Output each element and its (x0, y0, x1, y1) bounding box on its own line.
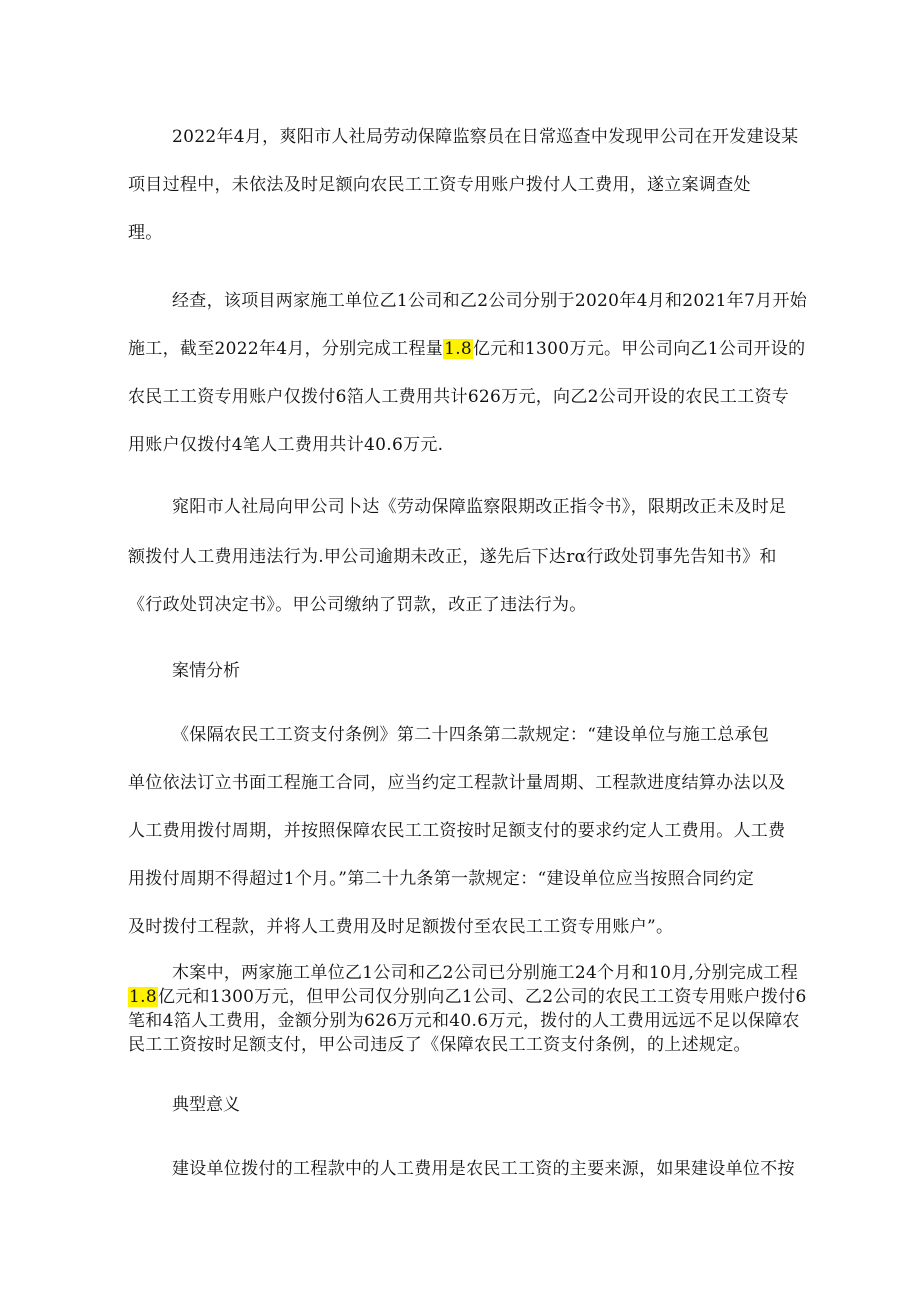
paragraph-2-line-3: 农民工工资专用账户仅拨付6箔人工费用共计626万元，向乙2公司开设的农民工工资专 (128, 387, 790, 407)
paragraph-5-line-3: 笔和4箔人工费用，金额分别为626万元和40.6万元，拨付的人工费用远远不足以保障农 (128, 1011, 800, 1031)
paragraph-4-line-1: 《保隔农民工工资支付条例》第二十四条第二款规定：“建设单位与施工总承包 (172, 725, 770, 745)
paragraph-3-line-2: 额拨付人工费用违法行为.甲公司逾期未改正，遂先后下达rα行政处罚事先告知书》和 (128, 547, 777, 567)
paragraph-6-line-1: 建设单位拨付的工程款中的人工费用是农民工工资的主要来源，如果建设单位不按 (172, 1159, 795, 1179)
paragraph-1-line-1: 2022年4月，爽阳市人社局劳动保障监察员在日常巡查中发现甲公司在开发建设某 (172, 127, 799, 147)
section-heading-typical-significance: 典型意义 (172, 1095, 240, 1115)
paragraph-4-line-5: 及时拨付工程款，并将人工费用及时足额拨付至农民工工资专用账户”。 (128, 917, 674, 937)
paragraph-4-line-2: 单位依法订立书面工程施工合同，应当约定工程款计量周期、工程款进度结算办法以及 (128, 773, 786, 793)
paragraph-5-line-4: 民工工资按时足额支付，甲公司违反了《保障农民工工资支付条例，的上述规定。 (128, 1035, 751, 1055)
section-heading-case-analysis: 案情分析 (172, 661, 240, 681)
paragraph-1-line-2: 项目过程中，未依法及时足额向农民工工资专用账户拨付人工费用，遂立案调查处 (128, 175, 751, 195)
highlighted-amount: 1.8 (444, 339, 473, 359)
paragraph-2-line-2-a: 施工，截至2022年4月，分别完成工程量 (128, 339, 444, 359)
paragraph-4-line-3: 人工费用拨付周期，并按照保障农民工工资按时足额支付的要求约定人工费用。人工费 (128, 821, 786, 841)
paragraph-2-line-1: 经查，该项目两家施工单位乙1公司和乙2公司分别于2020年4月和2021年7月开始 (172, 291, 808, 311)
paragraph-2-line-2 (128, 338, 805, 360)
paragraph-4-line-4: 用拨付周期不得超过1个月。”第二十九条第一款规定：“建设单位应当按照合同约定 (128, 869, 755, 889)
paragraph-5-line-2-b: 亿元和1300万元，但甲公司仅分别向乙1公司、乙2公司的农民工工资专用账户拨付6 (157, 987, 807, 1007)
paragraph-5-line-1: 木案中，两家施工单位乙1公司和乙2公司已分别施工24个月和10月,分别完成工程 (172, 963, 798, 983)
highlighted-amount-2: 1.8 (129, 987, 157, 1007)
paragraph-2-line-4: 用账户仅拨付4笔人工费用共计40.6万元. (128, 435, 444, 455)
paragraph-5-line-2 (128, 986, 807, 1008)
paragraph-3-line-1: 窕阳市人社局向甲公司卜达《劳动保障监察限期改正指令书》，限期改正未及时足 (172, 497, 787, 517)
paragraph-3-line-3: 《行政处罚决定书》。甲公司缴纳了罚款，改正了违法行为。 (128, 595, 587, 615)
paragraph-2-line-2-b: 亿元和1300万元。甲公司向乙1公司开设的 (473, 339, 806, 359)
paragraph-1-line-3: 理。 (128, 223, 163, 243)
